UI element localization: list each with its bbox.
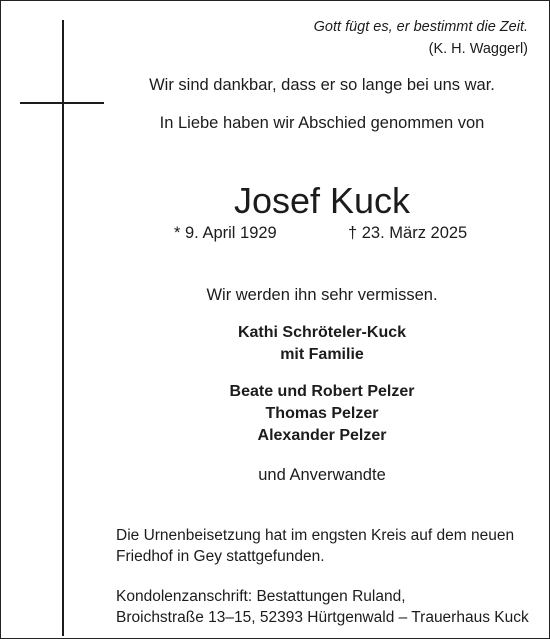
- mourner-name: Beate und Robert Pelzer: [229, 383, 415, 400]
- mourner-name: Kathi Schröteler-Kuck: [237, 324, 407, 341]
- epigraph-author: (K. H. Waggerl): [428, 41, 528, 57]
- condolence-address-line-2: Broichstraße 13–15, 52393 Hürtgenwald – Trauerhaus Kuck: [116, 609, 529, 626]
- condolence-address-line-1: Kondolenzanschrift: Bestattungen Ruland,: [116, 588, 406, 605]
- deceased-name: Josef Kuck: [233, 180, 411, 221]
- death-date: † 23. März 2025: [348, 224, 468, 242]
- burial-note-line-1: Die Urnenbeisetzung hat im engsten Kreis auf dem neuen: [116, 527, 515, 544]
- relatives-line: und Anverwandte: [258, 466, 386, 484]
- birth-date: * 9. April 1929: [174, 224, 277, 242]
- mourner-name: Alexander Pelzer: [257, 427, 387, 444]
- intro-line-1: Wir sind dankbar, dass er so lange bei uns war.: [149, 76, 495, 94]
- cross-horizontal-beam: [20, 102, 104, 104]
- mourner-name: mit Familie: [280, 346, 364, 363]
- epigraph-quote: Gott fügt es, er bestimmt die Zeit.: [313, 19, 528, 35]
- farewell-message: Wir werden ihn sehr vermissen.: [206, 286, 438, 304]
- intro-line-2: In Liebe haben wir Abschied genommen von: [159, 114, 485, 132]
- burial-note-line-2: Friedhof in Gey stattgefunden.: [116, 548, 325, 565]
- mourner-name: Thomas Pelzer: [265, 405, 379, 422]
